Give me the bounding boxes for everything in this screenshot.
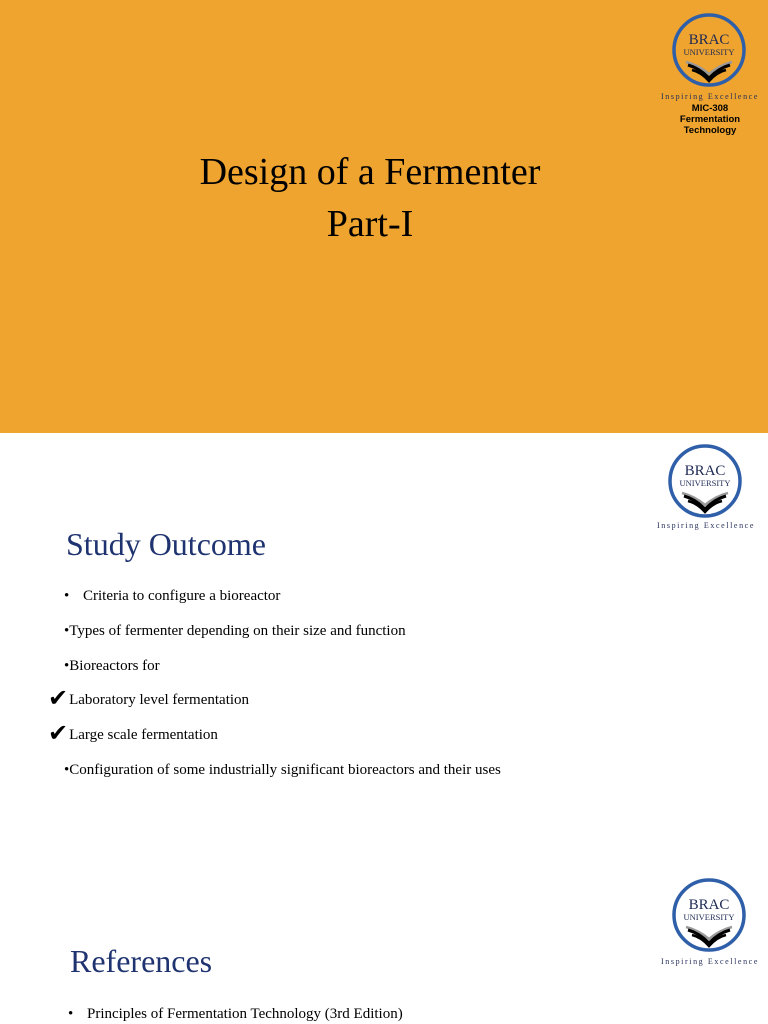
logo-tagline: Inspiring Excellence	[661, 92, 759, 101]
slide-title-line1: Design of a Fermenter	[199, 151, 541, 193]
list-item	[48, 721, 218, 747]
list-item	[68, 1006, 403, 1023]
logo-text-top: BRAC	[688, 897, 730, 913]
logo-text-bottom: UNIVERSITY	[683, 47, 735, 57]
bullet-icon: •	[64, 588, 70, 604]
logo-text-bottom: UNIVERSITY	[683, 912, 735, 922]
checkmark-icon: ✔	[48, 686, 69, 712]
bullet-icon: •	[64, 623, 70, 639]
list-item	[64, 623, 406, 640]
course-name-line1: Fermentation	[679, 114, 741, 125]
title-slide	[0, 0, 768, 433]
brac-logo	[670, 10, 748, 90]
logo-text-bottom: UNIVERSITY	[679, 478, 731, 488]
list-item-text: Laboratory level fermentation	[69, 692, 250, 708]
logo-tagline: Inspiring Excellence	[661, 957, 759, 966]
list-item-text: Bioreactors for	[69, 658, 160, 674]
study-outcome-slide	[0, 433, 768, 867]
logo-tagline: Inspiring Excellence	[657, 521, 755, 530]
list-item-text: Configuration of some industrially significant bioreactors and their uses	[69, 762, 501, 778]
logo-text-top: BRAC	[684, 463, 726, 479]
list-item-text: Types of fermenter depending on their size and function	[69, 623, 406, 639]
section-heading: References	[70, 943, 213, 979]
list-item-text: Principles of Fermentation Technology (3rd Edition)	[87, 1006, 403, 1022]
slide-title	[0, 146, 740, 250]
list-item	[64, 762, 501, 779]
list-item	[48, 686, 250, 712]
section-heading: Study Outcome	[66, 526, 266, 562]
logo-text-top: BRAC	[688, 32, 730, 48]
brac-logo-emblem	[666, 441, 744, 521]
list-item-text: Large scale fermentation	[69, 727, 218, 743]
course-code: MIC-308	[691, 103, 729, 114]
brac-logo-emblem	[670, 875, 748, 955]
brac-logo-emblem	[670, 10, 748, 90]
course-label	[660, 103, 760, 136]
bullet-icon: •	[68, 1006, 74, 1022]
list-item-text: Criteria to configure a bioreactor	[83, 588, 281, 604]
slide-title-line2: Part-I	[326, 203, 414, 245]
brac-logo	[666, 441, 744, 521]
list-item	[64, 588, 280, 605]
course-name-line2: Technology	[683, 125, 737, 136]
checkmark-icon: ✔	[48, 721, 69, 747]
references-slide	[0, 867, 768, 1024]
bullet-icon: •	[64, 658, 70, 674]
list-item	[64, 658, 160, 675]
brac-logo	[670, 875, 748, 955]
bullet-icon: •	[64, 762, 70, 778]
